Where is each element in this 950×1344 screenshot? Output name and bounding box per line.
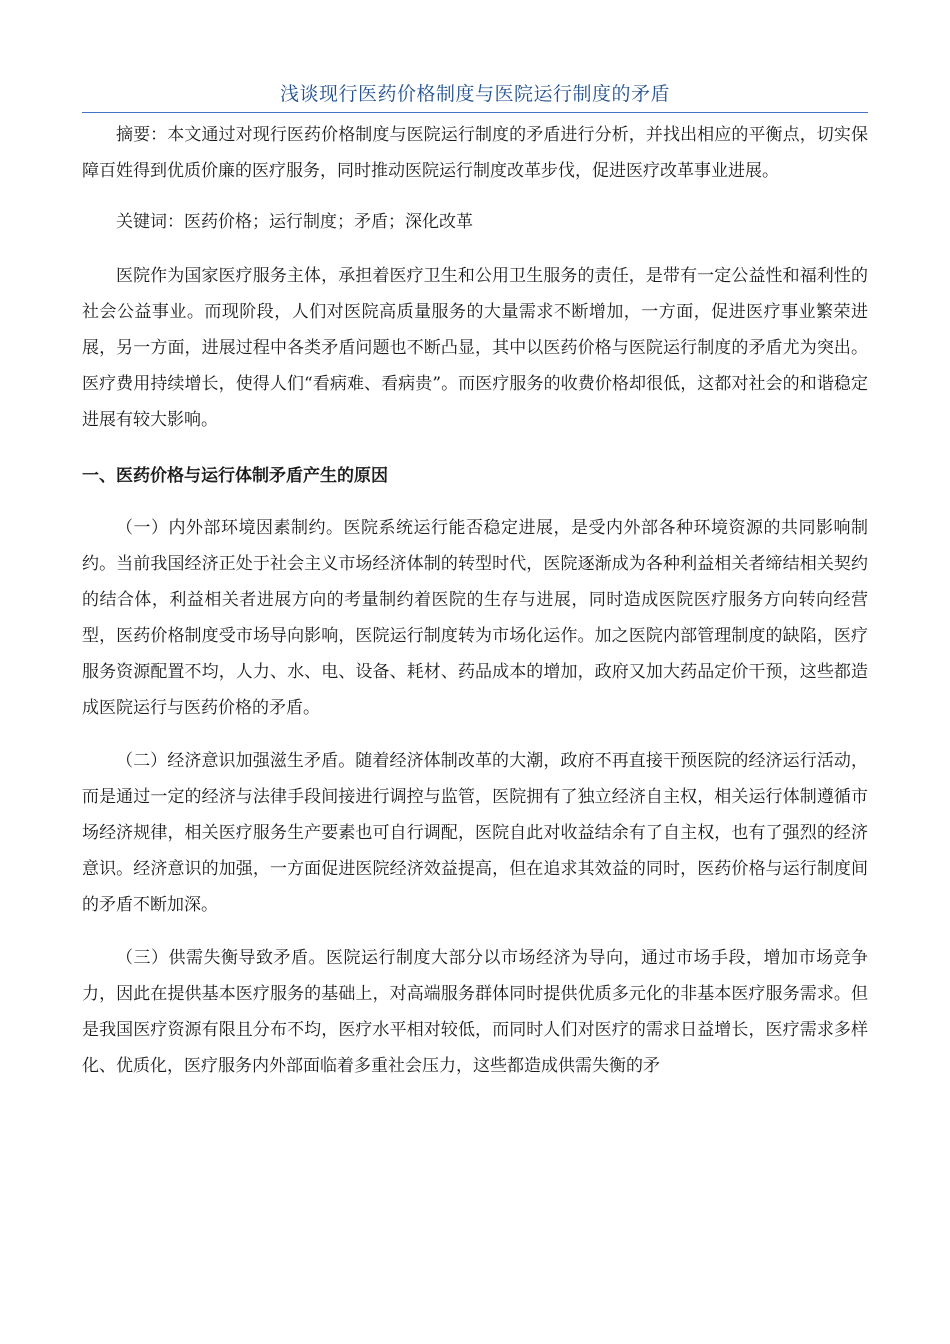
keywords-paragraph: 关键词：医药价格；运行制度；矛盾；深化改革: [116, 212, 473, 232]
body-paragraph: （二）经济意识加强滋生矛盾。随着经济体制改革的大潮，政府不再直接干预医院的经济运行活动，而是通过一定的经济与法律手段间接进行调控与监管，医院拥有了独立经济自主权，相关运行体制遵循市场经济规律，相关医疗服务生产要素也可自行调配，医院自此对收益结余有了自主权，也有了强烈的经济意识。经济意识的加强，一方面促进医院经济效益提高，但在追求其效益的同时，医药价格与运行制度间的矛盾不断加深。: [82, 751, 868, 915]
document-page: [82, 76, 868, 1084]
body-paragraph: （三）供需失衡导致矛盾。医院运行制度大部分以市场经济为导向，通过市场手段，增加市场竞争力，因此在提供基本医疗服务的基础上，对高端服务群体同时提供优质多元化的非基本医疗服务需求。但是我国医疗资源有限且分布不均，医疗水平相对较低，而同时人们对医疗的需求日益增长，医疗需求多样化、优质化，医疗服务内外部面临着多重社会压力，这些都造成供需失衡的矛: [82, 948, 868, 1076]
intro-paragraph: 医院作为国家医疗服务主体，承担着医疗卫生和公用卫生服务的责任，是带有一定公益性和福利性的社会公益事业。而现阶段，人们对医院高质量服务的大量需求不断增加，一方面，促进医疗事业繁荣进展，另一方面，进展过程中各类矛盾问题也不断凸显，其中以医药价格与医院运行制度的矛盾尤为突出。医疗费用持续增长，使得人们“看病难、看病贵”。而医疗服务的收费价格却很低，这都对社会的和谐稳定进展有较大影响。: [82, 266, 868, 430]
body-paragraph: （一）内外部环境因素制约。医院系统运行能否稳定进展，是受内外部各种环境资源的共同影响制约。当前我国经济正处于社会主义市场经济体制的转型时代，医院逐渐成为各种利益相关者缔结相关契约的结合体，利益相关者进展方向的考量制约着医院的生存与进展，同时造成医院医疗服务方向转向经营型，医药价格制度受市场导向影响，医院运行制度转为市场化运作。加之医院内部管理制度的缺陷，医疗服务资源配置不均，人力、水、电、设备、耗材、药品成本的增加，政府又加大药品定价干预，这些都造成医院运行与医药价格的矛盾。: [82, 518, 868, 718]
document-title: 浅谈现行医药价格制度与医院运行制度的矛盾: [279, 83, 670, 105]
title-underline: [82, 112, 868, 113]
abstract-paragraph: 摘要：本文通过对现行医药价格制度与医院运行制度的矛盾进行分析，并找出相应的平衡点，切实保障百姓得到优质价廉的医疗服务，同时推动医院运行制度改革步伐，促进医疗改革事业进展。: [82, 125, 868, 181]
section-heading: 一、医药价格与运行体制矛盾产生的原因: [82, 466, 388, 486]
